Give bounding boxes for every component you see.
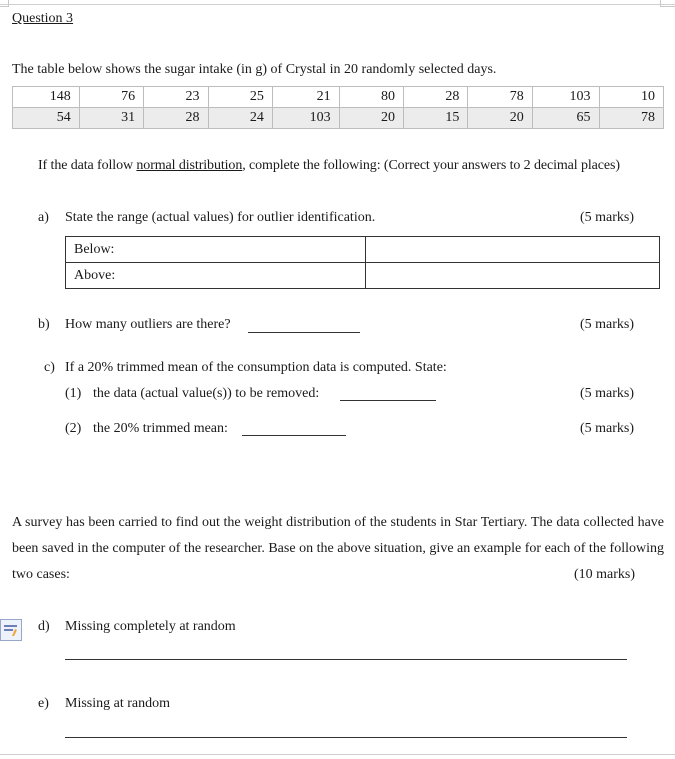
- outlier-range-table: [65, 236, 660, 289]
- table-cell: 103: [272, 108, 339, 129]
- part-d-answer-line[interactable]: [65, 659, 627, 660]
- table-cell: 28: [144, 108, 208, 129]
- normal-distribution-term: normal distribution: [136, 158, 243, 173]
- table-cell: 103: [532, 87, 599, 108]
- table-cell: 76: [79, 87, 143, 108]
- part-b-text: How many outliers are there?: [65, 317, 231, 332]
- part-a-text: State the range (actual values) for outlier identification.: [65, 210, 376, 225]
- below-answer-field[interactable]: [366, 237, 660, 263]
- part-c1-answer-blank[interactable]: [340, 400, 436, 401]
- table-cell: 21: [272, 87, 339, 108]
- instruction-prefix: If the data follow: [38, 158, 137, 173]
- part-c1-marks: (5 marks): [580, 386, 635, 401]
- table-cell: 20: [339, 108, 403, 129]
- part-a-marks: (5 marks): [580, 210, 635, 225]
- sugar-intake-table: [12, 86, 664, 129]
- page-corner-marker-right: [660, 0, 675, 7]
- table-row: [66, 263, 660, 289]
- part-d-text: Missing completely at random: [65, 619, 236, 634]
- survey-marks: (10 marks): [574, 567, 636, 582]
- table-cell: 15: [404, 108, 468, 129]
- survey-paragraph: A survey has been carried to find out the weight distribution of the students in Star Tertiary. The data collected have been saved in the computer of the researcher. Base on the above situation, give an example for each of the following two cases:: [12, 515, 664, 582]
- page-corner-marker-left: [0, 0, 9, 7]
- table-cell: 24: [208, 108, 272, 129]
- table-row: [13, 87, 664, 108]
- table-cell: 54: [13, 108, 80, 129]
- table-cell: 80: [339, 87, 403, 108]
- table-cell: 78: [468, 87, 532, 108]
- question-title: Question 3: [12, 11, 74, 26]
- page-bottom-border: [0, 754, 675, 755]
- above-label: Above:: [66, 263, 366, 289]
- table-cell: 10: [599, 87, 663, 108]
- table-row: [13, 108, 664, 129]
- part-c2-text: the 20% trimmed mean:: [93, 421, 228, 436]
- table-cell: 78: [599, 108, 663, 129]
- table-cell: 23: [144, 87, 208, 108]
- above-answer-field[interactable]: [366, 263, 660, 289]
- part-c2-answer-blank[interactable]: [242, 435, 346, 436]
- part-b-letter: b): [38, 317, 50, 332]
- table-cell: 148: [13, 87, 80, 108]
- table-cell: 28: [404, 87, 468, 108]
- part-c1-number: (1): [65, 386, 82, 401]
- page-top-border: [0, 4, 675, 5]
- table-cell: 65: [532, 108, 599, 129]
- table-row: [66, 237, 660, 263]
- part-b-answer-blank[interactable]: [248, 332, 360, 333]
- comment-pencil-icon: [3, 623, 19, 637]
- intro-text: The table below shows the sugar intake (in g) of Crystal in 20 randomly selected days.: [12, 62, 497, 77]
- instruction-suffix: , complete the following: (Correct your answers to 2 decimal places): [242, 158, 620, 173]
- part-e-text: Missing at random: [65, 696, 170, 711]
- part-c2-number: (2): [65, 421, 82, 436]
- table-cell: 31: [79, 108, 143, 129]
- sticky-note-icon[interactable]: [0, 619, 22, 641]
- instruction-text: [38, 158, 620, 174]
- part-c1-text: the data (actual value(s)) to be removed:: [93, 386, 320, 401]
- below-label: Below:: [66, 237, 366, 263]
- part-c-text: If a 20% trimmed mean of the consumption data is computed. State:: [65, 360, 447, 375]
- part-d-letter: d): [38, 619, 50, 634]
- part-c-letter: c): [44, 360, 55, 375]
- part-b-marks: (5 marks): [580, 317, 635, 332]
- table-cell: 20: [468, 108, 532, 129]
- part-e-letter: e): [38, 696, 49, 711]
- part-a-letter: a): [38, 210, 49, 225]
- part-e-answer-line[interactable]: [65, 737, 627, 738]
- part-c2-marks: (5 marks): [580, 421, 635, 436]
- table-cell: 25: [208, 87, 272, 108]
